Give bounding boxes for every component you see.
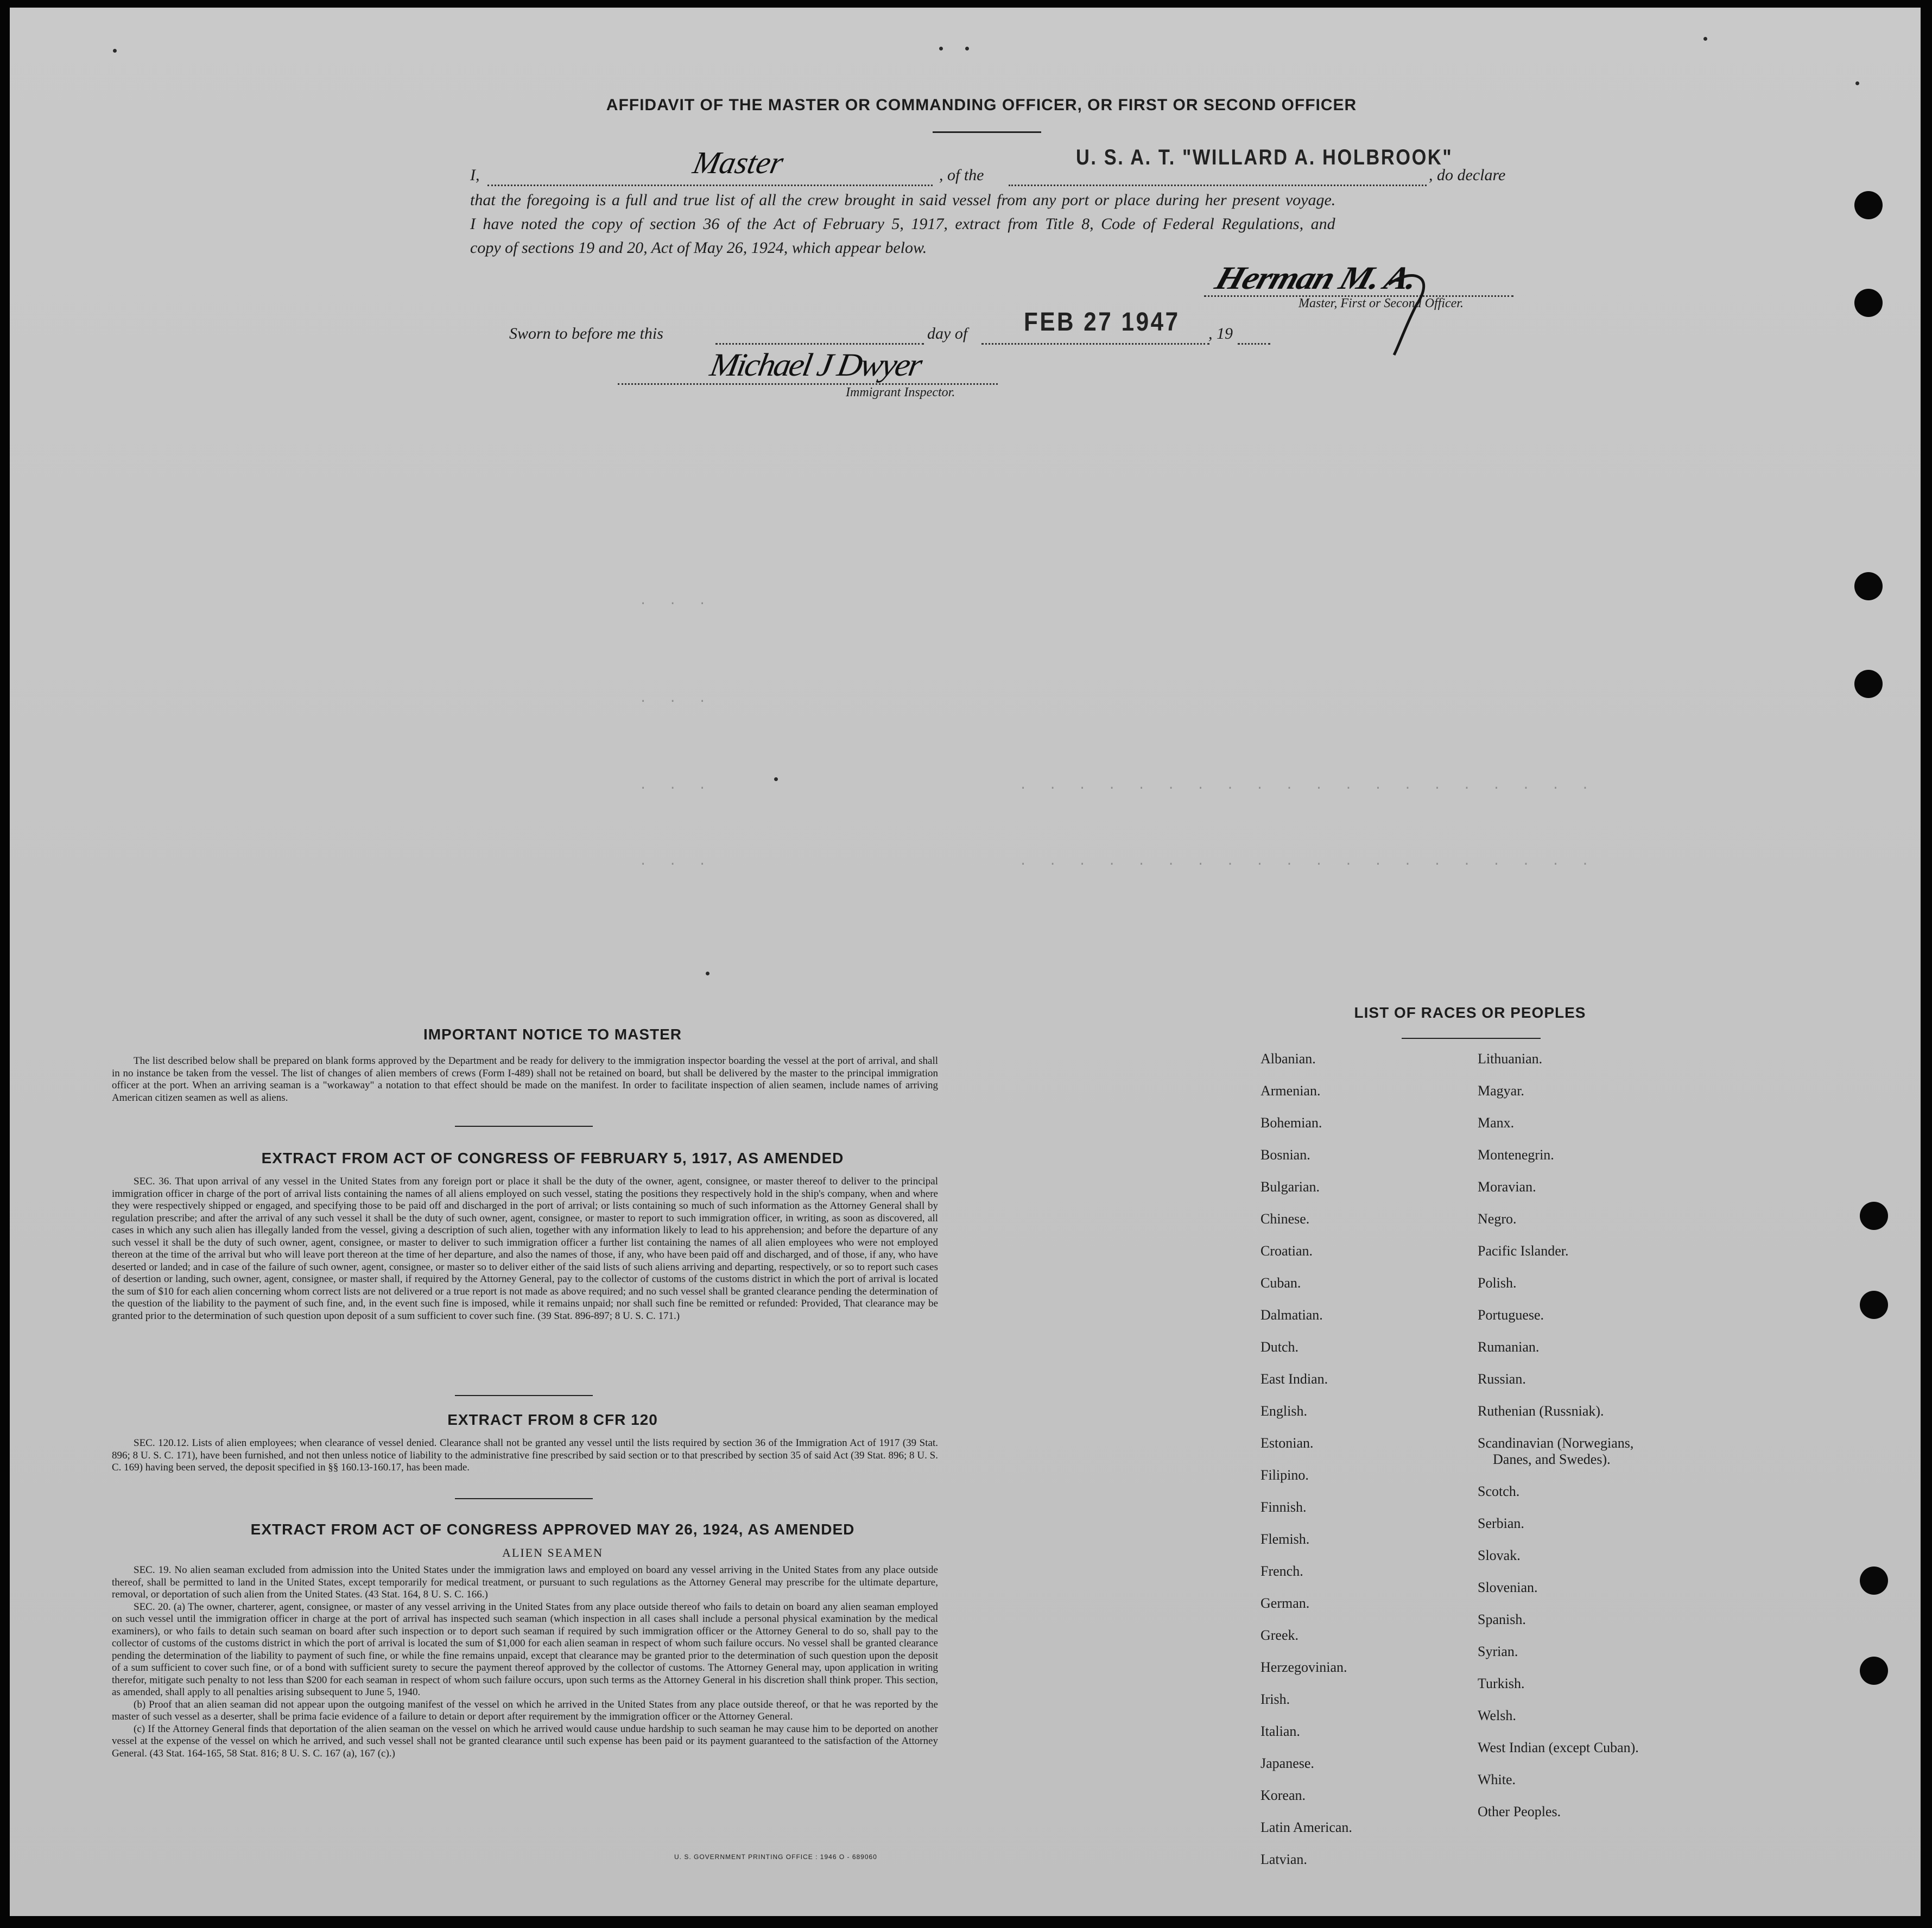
inspector-caption: Immigrant Inspector. <box>846 385 955 399</box>
binder-hole-4 <box>1854 670 1883 698</box>
day-of-label: day of <box>927 325 968 343</box>
extract-1924-sec-20a: SEC. 20. (a) The owner, charterer, agent, consignee, or master of any vessel arriving in the United States from any place outside thereof who fails to detain on board any alien seaman employed on such vessel until the immigration officer in charge at the port of arrival has inspected such seaman (which inspection in all cases shall include a personal physical examination by the medical examiners), or who fails to detain such seaman on board after such inspection or to deport such seaman if required by such immigration officer or the Attorney General to do so, shall pay to the collector of customs of the customs district in which the port of arrival is located the sum of $1,000 for each alien seaman in respect of whom such failure occurs. No vessel shall be granted clearance pending the determination of the liability to payment of such fine, or while the fine remains unpaid, except that clearance may be granted prior to the determination of such question upon the deposit of a sum sufficient to cover such fine, or of a bond with sufficient surety to secure the payment thereof approved by the collector of customs. The Attorney General may, upon application in writing therefor, mitigate such penalty to not less than $200 for each seaman in respect of whom such failure occurs, upon such terms as the Attorney General in his discretion shall think proper. This section, as amended, shall apply to all penalties arising subsequent to June 5, 1940. <box>112 1601 938 1698</box>
race-item: Bulgarian. <box>1260 1179 1320 1195</box>
binder-hole-2 <box>1854 289 1883 317</box>
notice-body: The list described below shall be prepared on blank forms approved by the Department and be ready for delivery to the immigration inspector boarding the vessel at the port of arrival, and shall in no instance be taken from the vessel. The list of changes of alien members of crews (Form I-489) shall not be retained on board, but shall be delivered by the master to the principal immigration officer at the port. When an arriving seaman is a "workaway" a notation to that effect should be made on the manifest. In order to facilitate inspection of alien seamen, include names of arriving American citizen seamen as well as aliens. <box>112 1055 938 1103</box>
signature-flourish <box>1378 263 1465 360</box>
race-item: Russian. <box>1478 1371 1526 1387</box>
master-name-line <box>487 185 933 186</box>
date-stamp: FEB 27 1947 <box>1024 308 1180 337</box>
race-item: Slovak. <box>1478 1548 1521 1563</box>
master-caption: Master, First or Second Officer. <box>1298 296 1464 310</box>
race-item: Japanese. <box>1260 1755 1314 1771</box>
race-item: Syrian. <box>1478 1644 1518 1659</box>
race-item: Latvian. <box>1260 1851 1307 1867</box>
extract-1917-rule <box>455 1395 593 1396</box>
extract-1924-sec-19: SEC. 19. No alien seaman excluded from admission into the United States under the immigration laws and employed on board any vessel arriving in the United States from any place outside thereof, shall be permitted to land in the United States, except temporarily for medical treatment, or pursuant to such regulations as the Attorney General may prescribe for the ultimate departure, removal, or deportation of such alien from the United States. (43 Stat. 164, 8 U. S. C. 166.) <box>112 1564 938 1600</box>
race-item: Rumanian. <box>1478 1339 1540 1355</box>
race-item: Magyar. <box>1478 1083 1524 1099</box>
paper-speck <box>774 777 778 781</box>
race-item: White. <box>1478 1772 1516 1787</box>
race-item: Armenian. <box>1260 1083 1321 1099</box>
race-item: Herzegovinian. <box>1260 1659 1347 1675</box>
race-item: Cuban. <box>1260 1275 1301 1291</box>
races-title: LIST OF RACES OR PEOPLES <box>1354 1004 1586 1021</box>
race-item: Bohemian. <box>1260 1115 1322 1131</box>
affidavit-line-2: that the foregoing is a full and true list of all the crew brought in said vessel from any port or place during her present voyage. <box>470 191 1336 209</box>
race-item: Korean. <box>1260 1787 1306 1803</box>
race-item: Albanian. <box>1260 1051 1316 1067</box>
extract-1924-body <box>112 1564 938 1760</box>
show-through-dots: . . . <box>639 778 714 792</box>
race-item: Portuguese. <box>1478 1307 1544 1323</box>
race-item: Spanish. <box>1478 1612 1526 1627</box>
inspector-signature: Michael J Dwyer <box>707 347 924 383</box>
race-item: Moravian. <box>1478 1179 1536 1195</box>
paper-speck <box>939 47 943 50</box>
show-through-dots: . . . <box>639 594 714 607</box>
race-item: Manx. <box>1478 1115 1515 1131</box>
binder-hole-1 <box>1854 191 1883 219</box>
paper-speck <box>113 49 117 53</box>
binder-hole-6 <box>1860 1291 1888 1319</box>
master-signature: Herman M. A. <box>1211 260 1422 296</box>
manifest-page <box>10 8 1921 1916</box>
race-item: Other Peoples. <box>1478 1804 1561 1819</box>
race-item: Scandinavian (Norwegians, <box>1478 1435 1634 1451</box>
extract-1924-title: EXTRACT FROM ACT OF CONGRESS APPROVED MAY 26, 1924, AS AMENDED <box>250 1521 855 1538</box>
race-item: Polish. <box>1478 1275 1517 1291</box>
sworn-month-line <box>981 343 1209 345</box>
race-item: Irish. <box>1260 1691 1290 1707</box>
binder-hole-3 <box>1854 572 1883 600</box>
race-item: Dutch. <box>1260 1339 1299 1355</box>
race-item: Italian. <box>1260 1723 1300 1739</box>
sworn-label: Sworn to before me this <box>509 325 663 343</box>
race-item: Welsh. <box>1478 1708 1516 1723</box>
race-item: Serbian. <box>1478 1515 1524 1531</box>
vessel-name-stamp: U. S. A. T. "WILLARD A. HOLBROOK" <box>1076 145 1453 169</box>
affidavit-title: AFFIDAVIT OF THE MASTER OR COMMANDING OFFICER, OR FIRST OR SECOND OFFICER <box>606 96 1357 114</box>
printer-line: U. S. GOVERNMENT PRINTING OFFICE : 1946 O - 689060 <box>674 1853 877 1861</box>
affidavit-line-4: copy of sections 19 and 20, Act of May 26, 1924, which appear below. <box>470 239 927 257</box>
master-handwritten: Master <box>690 145 787 180</box>
extract-1917-body: SEC. 36. That upon arrival of any vessel in the United States from any foreign port or place it shall be the duty of the owner, agent, consignee, or master thereof to deliver to the principal immigration officer in charge of the port of arrival lists containing the names of all aliens employed on such vessel, stating the positions they respectively hold in the ship's company, when and where they were respectively shipped or engaged, and specifying those to be paid off and discharged in the port of arrival; or lists containing so much of such information as the Attorney General shall by regulation prescribe; and after the arrival of any such vessel it shall be the duty of such owner, agent, consignee, or master to report to such immigration officer, in writing, as soon as discovered, all cases in which any such alien has illegally landed from the vessel, giving a description of such alien, together with any information likely to lead to his apprehension; and before the departure of any such vessel it shall be the duty of such owner, agent, consignee, or master to deliver to such immigration officer a further list containing the names of all alien employees who were not employed thereon at the time of the arrival but who will leave port thereon at the time of her departure, and also the names of those, if any, who have been paid off and discharged, and of those, if any, who have deserted or landed; and in case of the failure of such owner, agent, consignee, or master so to deliver either of the said lists of such aliens arriving and departing, respectively, or so to report such cases of desertion or landing, such owner, agent, consignee, or master shall, if required by the Attorney General, pay to the collector of customs of the customs district in which the port of arrival is located the sum of $10 for each alien concerning whom correct lists are not delivered or a true report is not made as above required; and no such vessel shall be granted clearance pending the determination of the question of the liability to the payment of such fine, and, in the event such fine is imposed, while it remains unpaid; nor shall such fine be remitted or refunded: Provided, That clearance may be granted prior to the determination of such question upon deposit of a sum sufficient to cover such fine. (39 Stat. 896-897; 8 U. S. C. 171.) <box>112 1176 938 1322</box>
race-item: English. <box>1260 1403 1307 1419</box>
binder-hole-5 <box>1860 1202 1888 1230</box>
show-through-dots: . . . . . . . . . . . . . . . . . . . . <box>1019 854 1597 868</box>
extract-cfr-body: SEC. 120.12. Lists of alien employees; when clearance of vessel denied. Clearance shall not be granted any vessel until the lists required by section 36 of the Immigration Act of 1917 (39 Stat. 896; 8 U. S. C. 171), have been furnished, and not then unless notice of liability to the administrative fine prescribed by said section or to that prescribed by section 35 of said Act (39 Stat. 896; 8 U. S. C. 169) having been served, the deposit specified in §§ 160.13-160.17, has been made. <box>112 1437 938 1473</box>
year-suffix: , 19 <box>1208 325 1233 343</box>
race-item: Turkish. <box>1478 1676 1525 1691</box>
race-item: German. <box>1260 1595 1310 1611</box>
race-item: Danes, and Swedes). <box>1493 1451 1611 1467</box>
paper-speck <box>1703 37 1707 41</box>
race-item: Ruthenian (Russniak). <box>1478 1403 1604 1419</box>
show-through-dots: . . . . . . . . . . . . . . . . . . . . <box>1019 778 1597 792</box>
extract-1917-title: EXTRACT FROM ACT OF CONGRESS OF FEBRUARY 5, 1917, AS AMENDED <box>261 1150 844 1166</box>
race-item: Pacific Islander. <box>1478 1243 1569 1259</box>
race-item: Dalmatian. <box>1260 1307 1323 1323</box>
year-line <box>1238 343 1270 345</box>
binder-hole-8 <box>1860 1657 1888 1685</box>
race-item: Lithuanian. <box>1478 1051 1543 1067</box>
affidavit-i-label: I, <box>470 166 480 184</box>
race-item: Finnish. <box>1260 1499 1307 1515</box>
race-item: Montenegrin. <box>1478 1147 1554 1163</box>
race-item: Scotch. <box>1478 1483 1520 1499</box>
race-item: Greek. <box>1260 1627 1299 1643</box>
paper-speck <box>706 972 710 975</box>
extract-cfr-title: EXTRACT FROM 8 CFR 120 <box>447 1411 658 1428</box>
race-item: Chinese. <box>1260 1211 1310 1227</box>
extract-1924-sec-20b: (b) Proof that an alien seaman did not appear upon the outgoing manifest of the vessel on which he arrived in the United States from any place outside thereof, or that he was reported by the master of such vessel as a deserter, shall be prima facie evidence of a failure to detain or deport after requirement by the immigration officer or the Attorney General. <box>112 1698 938 1722</box>
extract-1924-sec-20c: (c) If the Attorney General finds that deportation of the alien seaman on the vessel on which he arrived would cause undue hardship to such seaman he may cause him to be deported on another vessel at the expense of the vessel on which he arrived, and such vessel shall not be granted clearance until such expense has been paid or its payment guaranteed to the satisfaction of the Attorney General. (43 Stat. 164-165, 58 Stat. 816; 8 U. S. C. 167 (a), 167 (c).) <box>112 1723 938 1759</box>
races-rule <box>1402 1038 1541 1039</box>
of-the-label: , of the <box>939 166 984 184</box>
race-item: Flemish. <box>1260 1531 1310 1547</box>
race-item: Estonian. <box>1260 1435 1314 1451</box>
race-item: Latin American. <box>1260 1819 1352 1835</box>
race-item: West Indian (except Cuban). <box>1478 1740 1639 1755</box>
race-item: East Indian. <box>1260 1371 1328 1387</box>
do-declare-label: , do declare <box>1429 166 1506 184</box>
vessel-name-line <box>1009 185 1427 186</box>
race-item: French. <box>1260 1563 1303 1579</box>
show-through-dots: . . . <box>639 854 714 868</box>
race-item: Slovenian. <box>1478 1580 1538 1595</box>
race-item: Bosnian. <box>1260 1147 1310 1163</box>
extract-1924-subtitle: ALIEN SEAMEN <box>502 1546 603 1559</box>
paper-speck <box>965 47 969 50</box>
extract-cfr-rule <box>455 1498 593 1499</box>
race-item: Negro. <box>1478 1211 1517 1227</box>
sworn-day-line <box>715 343 924 345</box>
race-item: Croatian. <box>1260 1243 1313 1259</box>
affidavit-line-3: I have noted the copy of section 36 of the Act of February 5, 1917, extract from Title 8, Code of Federal Regulations, and <box>470 215 1335 233</box>
show-through-dots: . . . <box>639 692 714 705</box>
race-item: Filipino. <box>1260 1467 1309 1483</box>
notice-title: IMPORTANT NOTICE TO MASTER <box>423 1026 682 1043</box>
title-rule <box>933 131 1041 133</box>
binder-hole-7 <box>1860 1566 1888 1595</box>
paper-speck <box>1855 81 1859 85</box>
notice-rule <box>455 1126 593 1127</box>
